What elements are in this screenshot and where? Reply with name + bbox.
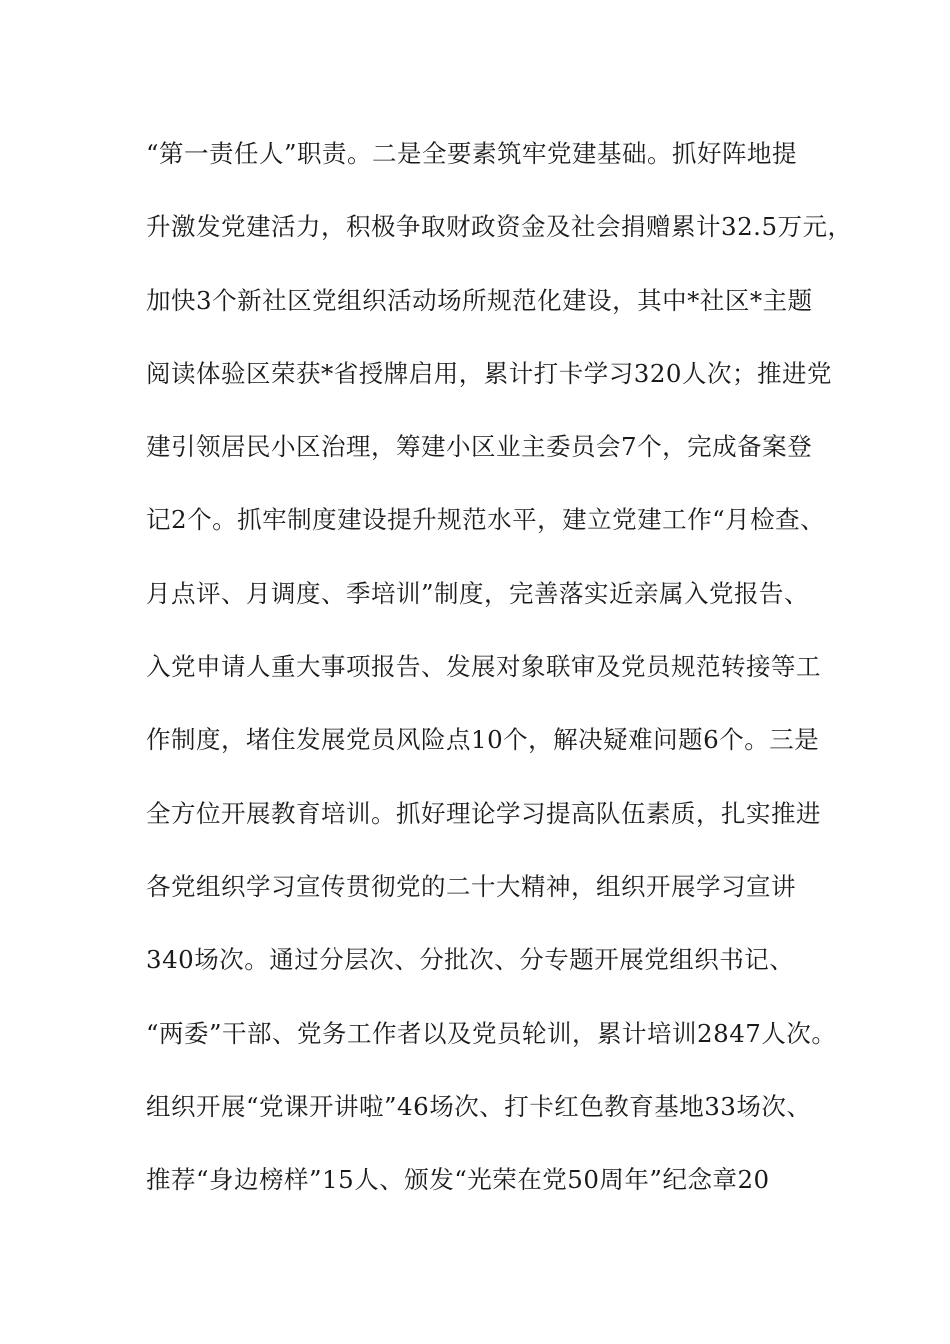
text-line: 记2个。抓牢制度建设提升规范水平，建立党建工作“月检查、: [146, 505, 826, 535]
body-text: [146, 134, 853, 1233]
text-line: 推荐“身边榜样”15人、颁发“光荣在党50周年”纪念章20: [146, 1165, 770, 1195]
text-line: 作制度，堵住发展党员风险点10个，解决疑难问题6个。三是: [146, 725, 820, 755]
text-line: 升激发党建活力，积极争取财政资金及社会捐赠累计32.5万元，: [146, 212, 853, 242]
text-line: 建引领居民小区治理，筹建小区业主委员会7个，完成备案登: [146, 432, 813, 462]
text-line: 月点评、月调度、季培训”制度，完善落实近亲属入党报告、: [146, 578, 810, 608]
text-line: 各党组织学习宣传贯彻党的二十大精神，组织开展学习宣讲: [146, 871, 796, 901]
text-line: 入党申请人重大事项报告、发展对象联审及党员规范转接等工: [146, 652, 821, 682]
text-line: “两委”干部、党务工作者以及党员轮训，累计培训2847人次。: [146, 1018, 837, 1048]
text-line: 340场次。通过分层次、分批次、分专题开展党组织书记、: [146, 945, 795, 975]
text-line: 组织开展“党课开讲啦”46场次、打卡红色教育基地33场次、: [146, 1091, 812, 1121]
text-line: 加快3个新社区党组织活动场所规范化建设，其中*社区*主题: [146, 285, 813, 315]
text-line: 全方位开展教育培训。抓好理论学习提高队伍素质，扎实推进: [146, 798, 821, 828]
text-line: “第一责任人”职责。二是全要素筑牢党建基础。抓好阵地提: [146, 139, 798, 168]
text-line: 阅读体验区荣获*省授牌启用，累计打卡学习320人次；推进党: [146, 358, 833, 388]
